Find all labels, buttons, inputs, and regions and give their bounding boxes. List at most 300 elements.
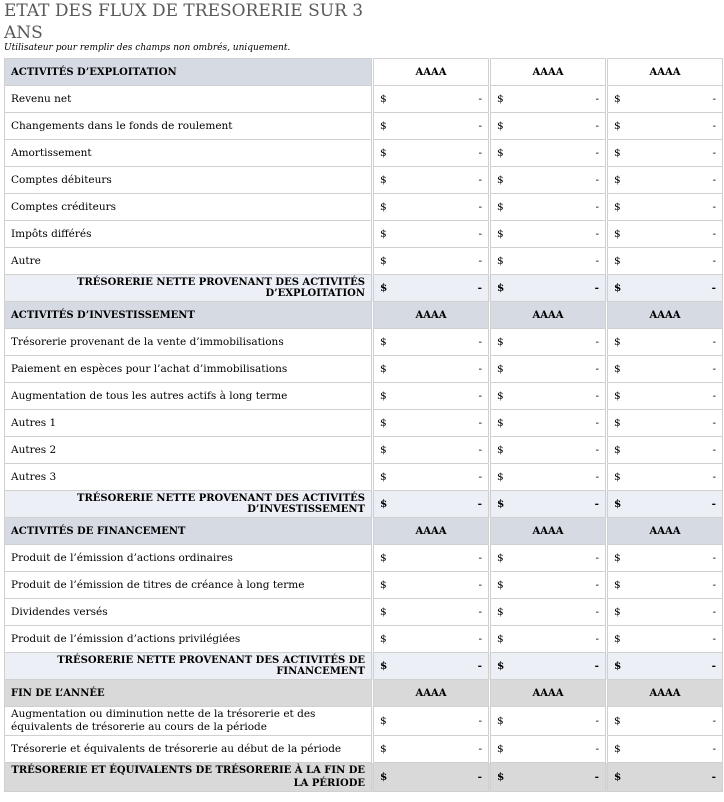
year-header[interactable]: AAAA: [608, 518, 723, 545]
amount-cell[interactable]: [374, 167, 489, 194]
amount-cell[interactable]: [491, 140, 606, 167]
currency-symbol: $: [380, 770, 388, 783]
amount-dash: -: [712, 471, 716, 483]
section-header: ACTIVITÉS D’EXPLOITATION: [5, 59, 372, 86]
total-amount-cell: [374, 763, 489, 792]
amount-cell[interactable]: [374, 113, 489, 140]
currency-symbol: $: [380, 201, 387, 213]
section-header: ACTIVITÉS DE FINANCEMENT: [5, 518, 372, 545]
amount-cell[interactable]: [374, 194, 489, 221]
amount-cell[interactable]: [608, 356, 723, 383]
amount-dash: -: [712, 201, 716, 213]
currency-symbol: $: [380, 606, 387, 618]
table-row: [5, 599, 723, 626]
amount-cell[interactable]: [374, 545, 489, 572]
amount-cell[interactable]: [608, 329, 723, 356]
amount-dash: -: [712, 714, 716, 727]
amount-cell[interactable]: [491, 736, 606, 763]
amount-dash: -: [595, 579, 599, 591]
amount-value: [380, 363, 482, 375]
amount-value: [380, 174, 482, 186]
currency-symbol: $: [614, 120, 621, 132]
amount-dash: -: [478, 201, 482, 213]
line-item-label: Revenu net: [5, 86, 372, 113]
currency-symbol: $: [380, 633, 387, 645]
amount-cell[interactable]: [608, 707, 723, 736]
amount-cell[interactable]: [374, 221, 489, 248]
amount-dash: -: [712, 552, 716, 564]
amount-cell[interactable]: [491, 437, 606, 464]
amount-value: [380, 228, 482, 240]
amount-cell[interactable]: [608, 167, 723, 194]
amount-value: [497, 93, 599, 105]
table-row: [5, 167, 723, 194]
total-amount-value: [380, 660, 482, 672]
page-title: ETAT DES FLUX DE TRESORERIE SUR 3 ANS: [4, 1, 364, 43]
line-item-label: Autres 2: [5, 437, 372, 464]
amount-value: [497, 147, 599, 159]
total-label: TRÉSORERIE ET ÉQUIVALENTS DE TRÉSORERIE À LA FIN DE LA PÉRIODE: [5, 763, 372, 792]
total-amount-cell: [608, 275, 723, 302]
amount-dash: -: [712, 147, 716, 159]
amount-cell[interactable]: [491, 383, 606, 410]
total-row: [5, 653, 723, 680]
amount-dash: -: [595, 471, 599, 483]
amount-cell[interactable]: [608, 599, 723, 626]
amount-cell[interactable]: [491, 572, 606, 599]
currency-symbol: $: [380, 93, 387, 105]
currency-symbol: $: [497, 770, 505, 783]
amount-dash: -: [712, 120, 716, 132]
amount-dash: -: [595, 714, 599, 727]
amount-value: [380, 417, 482, 429]
currency-symbol: $: [497, 120, 504, 132]
currency-symbol: $: [497, 444, 504, 456]
amount-value: [380, 93, 482, 105]
amount-cell[interactable]: [491, 167, 606, 194]
amount-cell[interactable]: [491, 599, 606, 626]
currency-symbol: $: [497, 255, 504, 267]
amount-dash: -: [712, 228, 716, 240]
currency-symbol: $: [497, 147, 504, 159]
amount-dash: -: [712, 336, 716, 348]
currency-symbol: $: [380, 282, 388, 294]
amount-dash: -: [478, 471, 482, 483]
total-amount-cell: [374, 653, 489, 680]
currency-symbol: $: [380, 174, 387, 186]
year-header[interactable]: AAAA: [374, 518, 489, 545]
currency-symbol: $: [497, 417, 504, 429]
year-header[interactable]: AAAA: [608, 302, 723, 329]
currency-symbol: $: [614, 471, 621, 483]
currency-symbol: $: [614, 770, 622, 783]
line-item-label: Autres 1: [5, 410, 372, 437]
currency-symbol: $: [614, 201, 621, 213]
total-label: TRÉSORERIE NETTE PROVENANT DES ACTIVITÉS D’EXPLOITATION: [5, 275, 372, 302]
currency-symbol: $: [380, 417, 387, 429]
currency-symbol: $: [497, 282, 505, 294]
currency-symbol: $: [614, 444, 621, 456]
currency-symbol: $: [614, 282, 622, 294]
total-label: TRÉSORERIE NETTE PROVENANT DES ACTIVITÉS DE FINANCEMENT: [5, 653, 372, 680]
line-item-label: Augmentation ou diminution nette de la trésorerie et des équivalents de trésorerie au cours de la période: [5, 707, 372, 736]
amount-dash: -: [711, 770, 716, 783]
currency-symbol: $: [497, 93, 504, 105]
amount-dash: -: [478, 633, 482, 645]
amount-cell[interactable]: [608, 383, 723, 410]
amount-dash: -: [594, 282, 599, 294]
amount-dash: -: [595, 255, 599, 267]
table-row: [5, 113, 723, 140]
amount-cell[interactable]: [374, 464, 489, 491]
amount-value: [614, 471, 716, 483]
year-header[interactable]: AAAA: [608, 59, 723, 86]
section-header-row: [5, 302, 723, 329]
amount-dash: -: [478, 93, 482, 105]
currency-symbol: $: [497, 174, 504, 186]
amount-dash: -: [595, 743, 599, 755]
amount-dash: -: [712, 417, 716, 429]
currency-symbol: $: [614, 743, 621, 755]
amount-dash: -: [595, 633, 599, 645]
total-amount-value: [380, 498, 482, 510]
currency-symbol: $: [380, 228, 387, 240]
amount-cell[interactable]: [491, 626, 606, 653]
section-header-row: [5, 680, 723, 707]
amount-value: [614, 147, 716, 159]
currency-symbol: $: [614, 390, 621, 402]
amount-value: [380, 120, 482, 132]
currency-symbol: $: [497, 579, 504, 591]
amount-cell[interactable]: [608, 140, 723, 167]
line-item-label: Produit de l’émission de titres de créance à long terme: [5, 572, 372, 599]
amount-value: [380, 147, 482, 159]
table-row: [5, 383, 723, 410]
amount-dash: -: [478, 417, 482, 429]
amount-dash: -: [595, 606, 599, 618]
table-row: [5, 410, 723, 437]
amount-dash: -: [478, 390, 482, 402]
amount-dash: -: [712, 633, 716, 645]
amount-dash: -: [478, 606, 482, 618]
amount-cell[interactable]: [608, 572, 723, 599]
year-header[interactable]: AAAA: [374, 680, 489, 707]
currency-symbol: $: [380, 498, 388, 510]
currency-symbol: $: [497, 660, 505, 672]
amount-dash: -: [712, 579, 716, 591]
amount-cell[interactable]: [374, 86, 489, 113]
line-item-label: Trésorerie et équivalents de trésorerie au début de la période: [5, 736, 372, 763]
currency-symbol: $: [614, 633, 621, 645]
currency-symbol: $: [497, 336, 504, 348]
amount-dash: -: [478, 120, 482, 132]
currency-symbol: $: [614, 552, 621, 564]
amount-dash: -: [478, 444, 482, 456]
amount-cell[interactable]: [374, 356, 489, 383]
currency-symbol: $: [614, 147, 621, 159]
amount-dash: -: [478, 174, 482, 186]
line-item-label: Augmentation de tous les autres actifs à long terme: [5, 383, 372, 410]
currency-symbol: $: [497, 363, 504, 375]
amount-dash: -: [712, 743, 716, 755]
cash-flow-table: [4, 58, 723, 792]
line-item-label: Comptes débiteurs: [5, 167, 372, 194]
amount-value: [497, 471, 599, 483]
table-row: [5, 140, 723, 167]
amount-cell[interactable]: [491, 545, 606, 572]
amount-value: [614, 715, 716, 728]
amount-value: [380, 336, 482, 348]
year-header[interactable]: AAAA: [374, 302, 489, 329]
amount-cell[interactable]: [491, 86, 606, 113]
amount-dash: -: [595, 336, 599, 348]
section-header-row: [5, 518, 723, 545]
amount-cell[interactable]: [608, 464, 723, 491]
amount-cell[interactable]: [608, 736, 723, 763]
amount-cell[interactable]: [374, 626, 489, 653]
amount-dash: -: [477, 770, 482, 783]
section-header-row: [5, 59, 723, 86]
line-item-label: Autres 3: [5, 464, 372, 491]
amount-cell[interactable]: [491, 113, 606, 140]
line-item-label: Dividendes versés: [5, 599, 372, 626]
line-item-label: Impôts différés: [5, 221, 372, 248]
amount-cell[interactable]: [491, 329, 606, 356]
amount-dash: -: [712, 93, 716, 105]
amount-dash: -: [712, 363, 716, 375]
currency-symbol: $: [380, 471, 387, 483]
amount-cell[interactable]: [374, 599, 489, 626]
currency-symbol: $: [614, 336, 621, 348]
currency-symbol: $: [497, 606, 504, 618]
amount-cell[interactable]: [374, 383, 489, 410]
amount-value: [497, 715, 599, 728]
amount-value: [497, 552, 599, 564]
amount-dash: -: [712, 606, 716, 618]
amount-cell[interactable]: [608, 113, 723, 140]
table-row: [5, 572, 723, 599]
line-item-label: Paiement en espèces pour l’achat d’immobilisations: [5, 356, 372, 383]
amount-value: [614, 201, 716, 213]
amount-cell[interactable]: [608, 86, 723, 113]
amount-cell[interactable]: [491, 464, 606, 491]
amount-value: [380, 471, 482, 483]
amount-cell[interactable]: [491, 248, 606, 275]
total-amount-value: [380, 282, 482, 294]
line-item-label: Comptes créditeurs: [5, 194, 372, 221]
currency-symbol: $: [614, 579, 621, 591]
amount-cell[interactable]: [491, 410, 606, 437]
amount-dash: -: [595, 552, 599, 564]
total-amount-value: [497, 498, 599, 510]
amount-value: [614, 174, 716, 186]
amount-value: [614, 255, 716, 267]
amount-dash: -: [478, 552, 482, 564]
amount-value: [614, 579, 716, 591]
amount-value: [380, 255, 482, 267]
table-row: [5, 545, 723, 572]
year-header[interactable]: AAAA: [374, 59, 489, 86]
year-header[interactable]: AAAA: [491, 518, 606, 545]
total-amount-value: [497, 771, 599, 784]
total-amount-cell: [608, 653, 723, 680]
amount-cell[interactable]: [374, 707, 489, 736]
total-amount-value: [614, 498, 716, 510]
total-amount-value: [380, 771, 482, 784]
amount-value: [614, 120, 716, 132]
amount-value: [380, 444, 482, 456]
amount-value: [380, 552, 482, 564]
total-amount-cell: [491, 763, 606, 792]
amount-cell[interactable]: [608, 221, 723, 248]
amount-value: [614, 336, 716, 348]
line-item-label: Changements dans le fonds de roulement: [5, 113, 372, 140]
amount-dash: -: [478, 228, 482, 240]
table-row: [5, 464, 723, 491]
table-row: [5, 736, 723, 763]
amount-value: [614, 633, 716, 645]
amount-value: [614, 390, 716, 402]
table-row: [5, 86, 723, 113]
amount-dash: -: [478, 743, 482, 755]
amount-cell[interactable]: [374, 248, 489, 275]
year-header[interactable]: AAAA: [491, 302, 606, 329]
total-amount-value: [614, 660, 716, 672]
currency-symbol: $: [614, 660, 622, 672]
currency-symbol: $: [614, 498, 622, 510]
amount-cell[interactable]: [374, 736, 489, 763]
amount-value: [497, 120, 599, 132]
amount-dash: -: [712, 255, 716, 267]
amount-dash: -: [594, 660, 599, 672]
currency-symbol: $: [497, 390, 504, 402]
amount-cell[interactable]: [374, 437, 489, 464]
amount-cell[interactable]: [491, 707, 606, 736]
amount-value: [614, 606, 716, 618]
amount-dash: -: [595, 93, 599, 105]
amount-value: [380, 743, 482, 755]
currency-symbol: $: [614, 606, 621, 618]
amount-cell[interactable]: [374, 140, 489, 167]
amount-dash: -: [712, 390, 716, 402]
amount-cell[interactable]: [374, 572, 489, 599]
table-row: [5, 221, 723, 248]
amount-value: [497, 336, 599, 348]
amount-dash: -: [478, 147, 482, 159]
amount-dash: -: [711, 660, 716, 672]
currency-symbol: $: [380, 255, 387, 267]
total-amount-value: [497, 660, 599, 672]
currency-symbol: $: [380, 660, 388, 672]
year-header[interactable]: AAAA: [608, 680, 723, 707]
year-header[interactable]: AAAA: [491, 59, 606, 86]
amount-cell[interactable]: [491, 221, 606, 248]
amount-cell[interactable]: [374, 410, 489, 437]
amount-value: [614, 552, 716, 564]
instructions-note: Utilisateur pour remplir des champs non ombrés, uniquement.: [4, 43, 291, 53]
amount-cell[interactable]: [491, 356, 606, 383]
currency-symbol: $: [497, 201, 504, 213]
total-amount-value: [497, 282, 599, 294]
amount-value: [380, 579, 482, 591]
amount-cell[interactable]: [608, 545, 723, 572]
total-amount-cell: [608, 491, 723, 518]
amount-dash: -: [595, 147, 599, 159]
line-item-label: Trésorerie provenant de la vente d’immobilisations: [5, 329, 372, 356]
amount-value: [380, 390, 482, 402]
amount-dash: -: [712, 444, 716, 456]
currency-symbol: $: [497, 552, 504, 564]
total-amount-cell: [608, 763, 723, 792]
amount-cell[interactable]: [608, 437, 723, 464]
amount-value: [497, 174, 599, 186]
table-row: [5, 329, 723, 356]
currency-symbol: $: [497, 228, 504, 240]
currency-symbol: $: [614, 363, 621, 375]
amount-dash: -: [595, 174, 599, 186]
amount-value: [497, 417, 599, 429]
amount-cell[interactable]: [608, 194, 723, 221]
amount-value: [380, 715, 482, 728]
table-row: [5, 437, 723, 464]
amount-dash: -: [595, 444, 599, 456]
amount-value: [497, 444, 599, 456]
currency-symbol: $: [614, 417, 621, 429]
amount-value: [497, 255, 599, 267]
section-header: ACTIVITÉS D’INVESTISSEMENT: [5, 302, 372, 329]
amount-cell[interactable]: [374, 329, 489, 356]
amount-value: [380, 633, 482, 645]
amount-dash: -: [712, 174, 716, 186]
total-amount-value: [614, 282, 716, 294]
amount-value: [614, 228, 716, 240]
amount-dash: -: [478, 336, 482, 348]
amount-dash: -: [478, 255, 482, 267]
amount-cell[interactable]: [491, 194, 606, 221]
amount-dash: -: [594, 498, 599, 510]
amount-value: [614, 93, 716, 105]
amount-dash: -: [477, 498, 482, 510]
amount-dash: -: [478, 579, 482, 591]
amount-value: [497, 743, 599, 755]
currency-symbol: $: [497, 471, 504, 483]
currency-symbol: $: [380, 390, 387, 402]
table-row: [5, 194, 723, 221]
amount-dash: -: [711, 498, 716, 510]
amount-value: [497, 390, 599, 402]
amount-cell[interactable]: [608, 410, 723, 437]
section-header: FIN DE L’ANNÉE: [5, 680, 372, 707]
amount-cell[interactable]: [608, 248, 723, 275]
amount-dash: -: [711, 282, 716, 294]
year-header[interactable]: AAAA: [491, 680, 606, 707]
total-amount-cell: [374, 275, 489, 302]
currency-symbol: $: [380, 579, 387, 591]
currency-symbol: $: [614, 174, 621, 186]
total-label: TRÉSORERIE NETTE PROVENANT DES ACTIVITÉS D’INVESTISSEMENT: [5, 491, 372, 518]
amount-dash: -: [594, 770, 599, 783]
currency-symbol: $: [614, 228, 621, 240]
amount-cell[interactable]: [608, 626, 723, 653]
amount-value: [497, 201, 599, 213]
table-row: [5, 707, 723, 736]
amount-value: [380, 606, 482, 618]
total-amount-cell: [374, 491, 489, 518]
amount-value: [614, 363, 716, 375]
amount-dash: -: [478, 363, 482, 375]
amount-dash: -: [477, 660, 482, 672]
amount-value: [497, 228, 599, 240]
